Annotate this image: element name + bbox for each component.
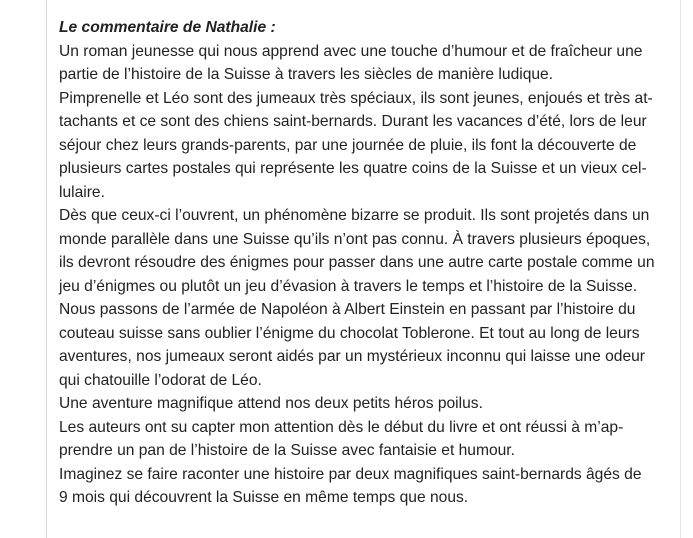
right-divider [680, 0, 681, 538]
review-line: tachants et ce sont des chiens saint-bernards. Durant les vacances d’été, lors de leur [59, 113, 647, 130]
review-line: Nous passons de l’armée de Napoléon à Albert Einstein en passant par l’histoire du [59, 301, 636, 318]
left-divider [46, 0, 47, 538]
review-line: séjour chez leurs grands-parents, par une journée de pluie, ils font la découverte de [59, 136, 637, 154]
review-line: qui chatouille l’odorat de Léo. [59, 371, 262, 389]
review-line: Pimprenelle et Léo sont des jumeaux très spéciaux, ils sont jeunes, enjoués et très at- [59, 89, 653, 107]
review-line: lulaire. [59, 183, 105, 201]
review-line: Imaginez se faire raconter une histoire par deux magnifiques saint-bernards âgés de [59, 465, 642, 483]
review-line: plusieurs cartes postales qui représente les quatre coins de la Suisse et un vieux cel- [59, 160, 647, 177]
review-line: couteau suisse sans oublier l’énigme du chocolat Toblerone. Et tout au long de leurs [59, 324, 640, 342]
review-line: prendre un pan de l’histoire de la Suisse avec fantaisie et humour. [59, 442, 515, 459]
review-line: Un roman jeunesse qui nous apprend avec une touche d’humour et de fraîcheur une [59, 42, 643, 60]
review-line: partie de l’histoire de la Suisse à travers les siècles de manière ludique. [59, 66, 554, 83]
review-line: ils devront résoudre des énigmes pour passer dans une autre carte postale comme un [59, 254, 655, 271]
review-line: Les auteurs ont su capter mon attention dès le début du livre et ont réussi à m’ap- [59, 418, 624, 436]
review-line: monde parallèle dans une Suisse qu’ils n’ont pas connu. À travers plusieurs époques, [59, 230, 651, 248]
review-article [59, 16, 671, 510]
review-line: Dès que ceux-ci l’ouvrent, un phénomène bizarre se produit. Ils sont projetés dans un [59, 207, 650, 224]
review-heading: Le commentaire de Nathalie : [59, 19, 276, 36]
review-line: 9 mois qui découvrent la Suisse en même temps que nous. [59, 489, 469, 506]
review-line: jeu d’énigmes ou plutôt un jeu d’évasion à travers le temps et l’histoire de la Suisse. [59, 277, 638, 295]
review-line: Une aventure magnifique attend nos deux petits héros poilus. [59, 395, 483, 412]
review-line: aventures, nos jumeaux seront aidés par un mystérieux inconnu qui laisse une odeur [59, 348, 645, 365]
